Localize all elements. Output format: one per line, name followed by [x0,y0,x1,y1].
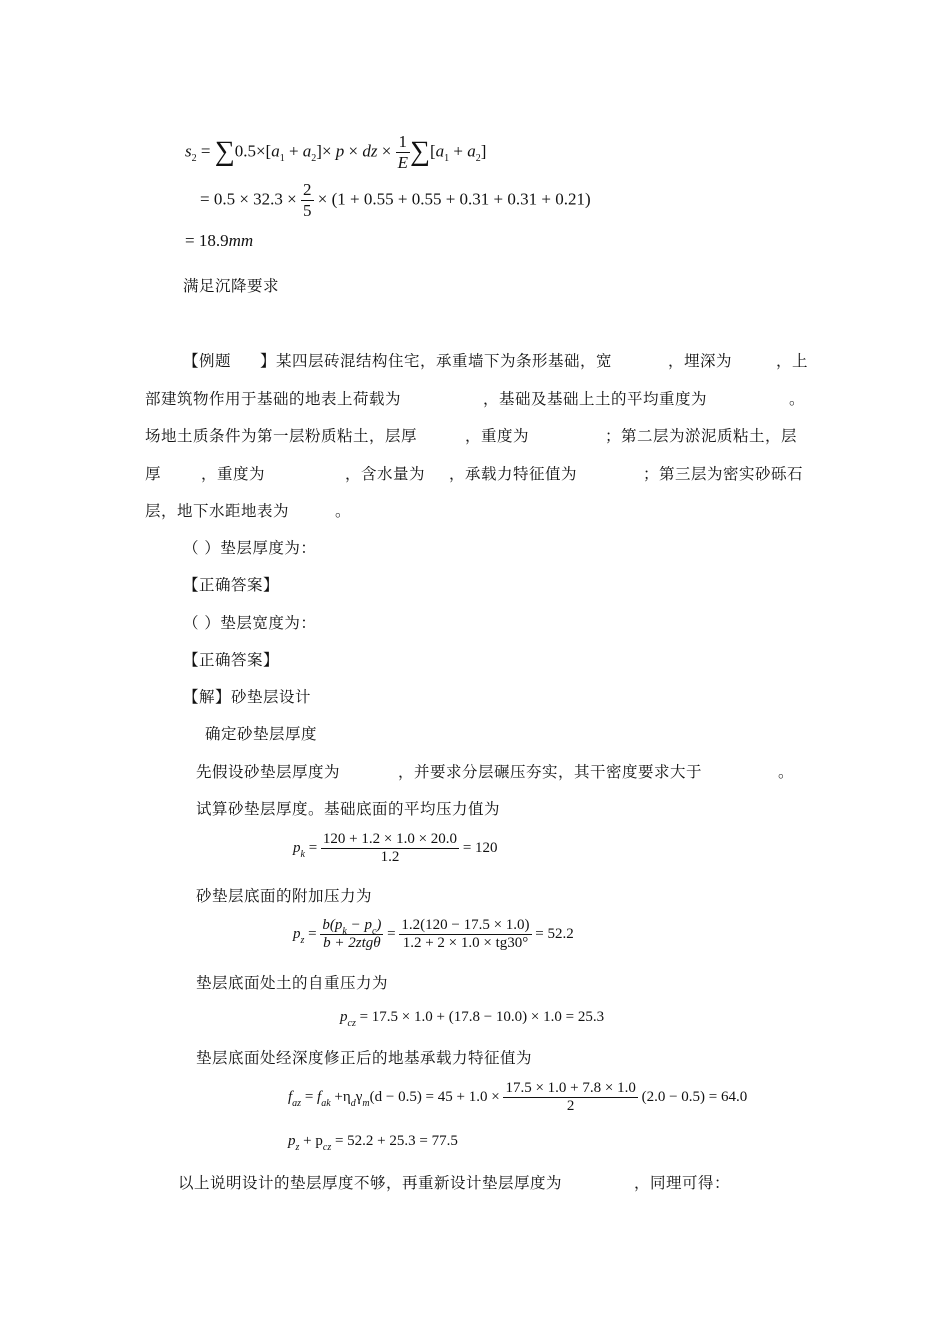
line2-b: × (1 + 0.55 + 0.55 + 0.31 + 0.31 + 0.21) [317,189,591,209]
conclusion-line: 以上说明设计的垫层厚度不够，再重新设计垫层厚度为 ，同理可得： [178,1174,731,1192]
formula-s2-line1 [185,132,486,173]
text-satisfy: 满足沉降要求 [183,277,280,295]
plus2: + [449,141,468,161]
bracket-close: ] [480,141,487,161]
var-a1b: a [435,141,445,161]
sub-2: 2 [191,153,197,165]
faz-text: 垫层底面处经深度修正后的地基承载力特征值为 [196,1049,533,1067]
formula-pz: $p_z$ = $\frac{b(p_k - p_c)}{\text{b + 2ztgθ}}$ = $\frac{1.2(120 - 17.5 \times 1.0)}{1.2 + 2 \times 1.0 \times tg30^\circ}$ = 52.2 [293,917,574,951]
var-a1: a [271,141,280,161]
formula-pcz: $p_{cz} = 17.5 \times 1.0 + (17.8 - 10.0) \times 1.0 = 25.3$ [340,1009,605,1029]
var-dz: dz [362,141,378,161]
var-a2b: a [467,141,476,161]
example-line4: 厚 ，重度为 ，含水量为 ，承载力特征值为 ；第三层为密实砂砾石 [145,465,804,483]
formula-faz: $f_{az} = f_{ak} +\eta_d\gamma_m(d - 0.5) = 45 + 1.0$ × $\frac{17.5 \times 1.0 + 7.8 \times 1.0}{2}$ (2.0 − 0.5) = 64.0 [288,1080,748,1114]
formula-s2-line3 [185,231,253,251]
sub-2c: 2 [475,153,481,165]
trial-text: 试算砂垫层厚度。基础底面的平均压力值为 [196,800,501,818]
unit-mm: mm [228,231,254,250]
coef: 0.5×[ [234,141,272,161]
times2: × [377,141,392,161]
assume-line: 先假设砂垫层厚度为 ，并要求分层碾压夯实，其干密度要求大于 。 [196,763,795,781]
formula-pk: $p_k$ = $\frac{120 + 1.2 \times 1.0 \times 20.0}{1.2}$ = 120 [293,831,498,865]
self-weight-text: 垫层底面处土的自重压力为 [196,974,389,992]
plus: + [284,141,303,161]
var-p: p [335,141,345,161]
frac-pz-2: $\frac{1.2(120 - 17.5 \times 1.0)}{1.2 + 2 \times 1.0 \times tg30^\circ}$ [401,917,530,951]
frac-faz: $\frac{17.5 \times 1.0 + 7.8 \times 1.0}{2}$ [505,1080,636,1114]
times: × [344,141,363,161]
frac-1-over-E: $\frac{1}{E}$ [397,132,408,172]
example-line5: 层，地下水距地表为 。 [145,502,352,520]
addl-text: 砂垫层底面的附加压力为 [196,887,373,905]
var-s: s [185,141,192,161]
answer-2: 【正确答案】 [183,651,280,669]
frac-2-over-5: $\frac{2}{5}$ [303,180,312,220]
formula-sum: $p_z + p_{cz} = 52.2 + 25.3 = 77.5$ [288,1133,458,1153]
line3-a: = 18.9 [185,231,229,250]
formula-s2-line2 [200,180,591,221]
sub-1b: 1 [444,153,450,165]
sigma-icon-2: ∑ [409,136,430,168]
sigma-icon: ∑ [214,136,235,168]
step-1: 确定砂垫层厚度 [205,725,318,743]
answer-1: 【正确答案】 [183,576,280,594]
solution-heading: 【解】砂垫层设计 [183,688,312,706]
sub-1: 1 [279,153,285,165]
question-2: （ ）垫层宽度为： [183,614,317,632]
frac-pz-1: $\frac{b(p_k - p_c)}{\text{b + 2ztgθ}}$ [322,917,382,951]
frac-pk: $\frac{120 + 1.2 \times 1.0 \times 20.0}{1.2}$ [322,831,458,865]
var-a2: a [302,141,312,161]
example-line1: 【例题 】某四层砖混结构住宅，承重墙下为条形基础，宽 ，埋深为 ，上 [183,352,809,370]
example-line3: 场地土质条件为第一层粉质粘土，层厚 ，重度为 ；第二层为淤泥质粘土，层 [145,427,798,445]
example-line2: 部建筑物作用于基础的地表上荷载为 ，基础及基础上土的平均重度为 。 [145,390,806,408]
bracket-open: [ [429,141,436,161]
line2-a: = 0.5 × 32.3 × [200,189,297,209]
sub-2b: 2 [311,153,317,165]
eq-sign: = [200,141,215,161]
question-1: （ ）垫层厚度为： [183,539,317,557]
bracket-times: ]× [316,141,336,161]
